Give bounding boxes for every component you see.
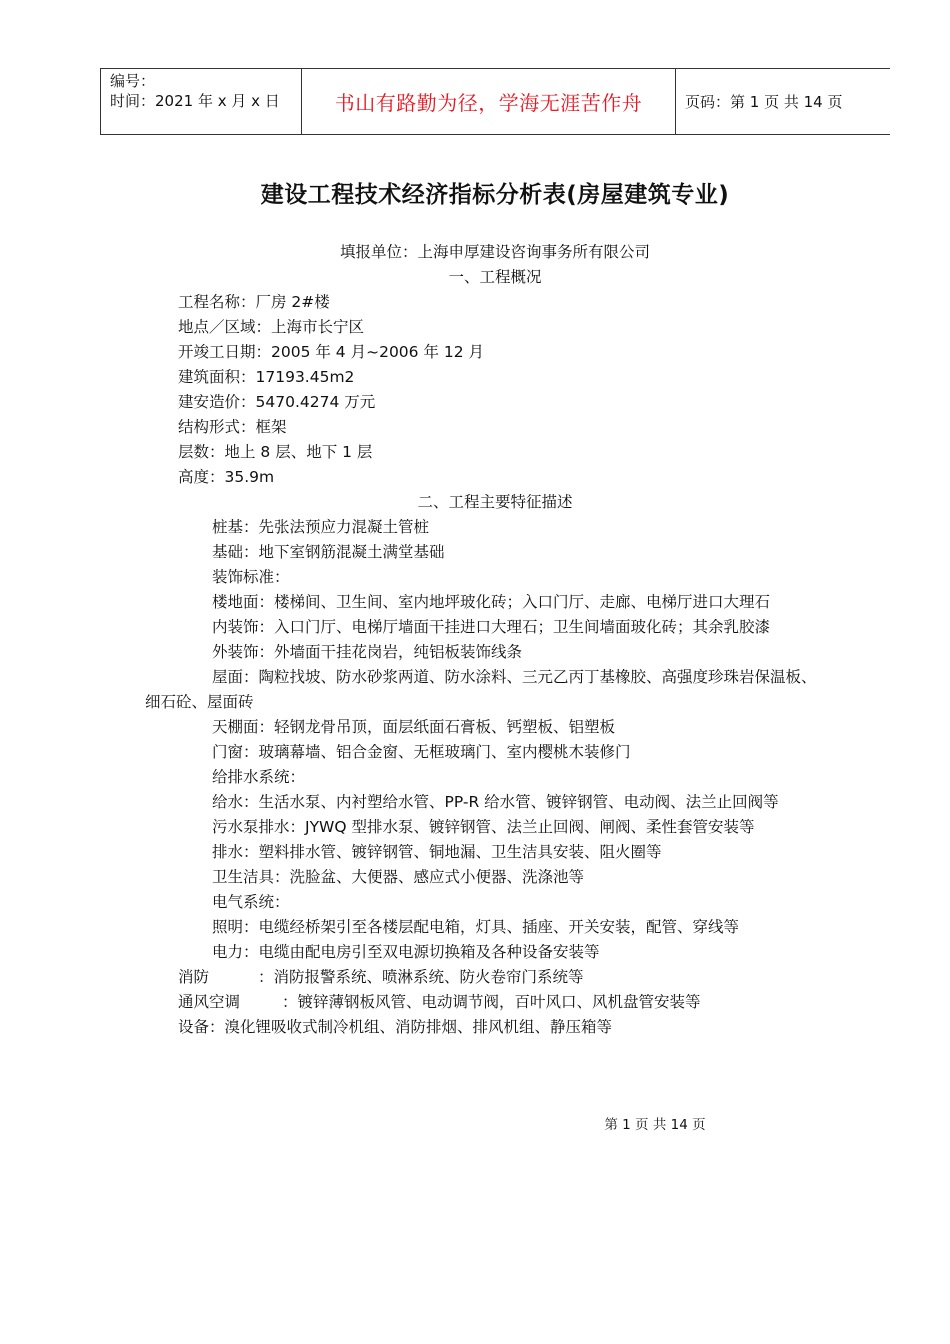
section1-heading: 一、工程概况 — [448, 268, 542, 286]
page-info-cell — [676, 69, 890, 134]
feature-water-supply: 给水：生活水泵、内衬塑给水管、PP-R 给水管、镀锌钢管、电动阀、法兰止回阀等 — [212, 793, 779, 811]
header-table — [100, 68, 890, 135]
feature-ceiling: 天棚面：轻钢龙骨吊顶，面层纸面石膏板、钙塑板、铝塑板 — [212, 718, 616, 736]
section2-heading: 二、工程主要特征描述 — [417, 493, 573, 511]
header-left-cell — [100, 69, 302, 134]
feature-interior: 内装饰：入口门厅、电梯厅墙面干挂进口大理石；卫生间墙面玻化砖；其余乳胶漆 — [212, 618, 771, 636]
overview-item-floors: 层数：地上 8 层、地下 1 层 — [178, 443, 373, 461]
feature-roof-line1: 屋面：陶粒找坡、防水砂浆两道、防水涂料、三元乙丙丁基橡胶、高强度珍珠岩保温板、 — [212, 668, 817, 686]
serial-label: 编号： — [110, 72, 156, 90]
overview-item-cost: 建安造价：5470.4274 万元 — [178, 393, 376, 411]
feature-sewage-pump: 污水泵排水：JYWQ 型排水泵、镀锌钢管、法兰止回阀、闸阀、柔性套管安装等 — [212, 818, 755, 836]
overview-item-location: 地点／区域：上海市长宁区 — [178, 318, 365, 336]
feature-plumbing-label: 给排水系统： — [212, 768, 306, 786]
feature-fire-label: 消防 — [178, 968, 210, 986]
motto-text: 书山有路勤为径，学海无涯苦作舟 — [334, 91, 643, 115]
overview-item-project-name: 工程名称：厂房 2#楼 — [178, 293, 330, 311]
time-label: 时间：2021 年 x 月 x 日 — [110, 92, 280, 110]
overview-item-structure: 结构形式：框架 — [178, 418, 287, 436]
feature-roof-line2: 细石砼、屋面砖 — [145, 693, 254, 711]
overview-item-dates: 开竣工日期：2005 年 4 月~2006 年 12 月 — [178, 343, 485, 361]
feature-decoration-label: 装饰标准： — [212, 568, 290, 586]
feature-fire-value: ：消防报警系统、喷淋系统、防火卷帘门系统等 — [258, 968, 584, 986]
document-title: 建设工程技术经济指标分析表(房屋建筑专业) — [260, 182, 730, 208]
feature-exterior: 外装饰：外墙面干挂花岗岩，纯铝板装饰线条 — [212, 643, 523, 661]
page-info-text: 页码：第 1 页 共 14 页 — [685, 93, 843, 111]
overview-item-area: 建筑面积：17193.45m2 — [178, 368, 355, 386]
feature-hvac-value: ：镀锌薄钢板风管、电动调节阀，百叶风口、风机盘管安装等 — [282, 993, 701, 1011]
overview-item-height: 高度：35.9m — [178, 468, 275, 486]
feature-power: 电力：电缆由配电房引至双电源切换箱及各种设备安装等 — [212, 943, 600, 961]
feature-hvac-label: 通风空调 — [178, 993, 241, 1011]
feature-drainage: 排水：塑料排水管、镀锌钢管、铜地漏、卫生洁具安装、阻火圈等 — [212, 843, 662, 861]
feature-floor: 楼地面：楼梯间、卫生间、室内地坪玻化砖；入口门厅、走廊、电梯厅进口大理石 — [212, 593, 771, 611]
motto-cell — [302, 69, 676, 134]
reporting-unit: 填报单位：上海申厚建设咨询事务所有限公司 — [339, 243, 650, 261]
feature-foundation: 基础：地下室钢筋混凝土满堂基础 — [212, 543, 445, 561]
feature-electrical-label: 电气系统： — [212, 893, 290, 911]
page-footer: 第 1 页 共 14 页 — [604, 1117, 706, 1133]
document-body — [0, 240, 950, 1040]
feature-sanitary: 卫生洁具：洗脸盆、大便器、感应式小便器、洗涤池等 — [212, 868, 585, 886]
feature-fire — [0, 965, 950, 990]
feature-pile: 桩基：先张法预应力混凝土管桩 — [212, 518, 430, 536]
feature-lighting: 照明：电缆经桥架引至各楼层配电箱，灯具、插座、开关安装，配管、穿线等 — [212, 918, 740, 936]
feature-equipment: 设备：溴化锂吸收式制冷机组、消防排烟、排风机组、静压箱等 — [178, 1018, 613, 1036]
feature-hvac — [0, 990, 950, 1015]
feature-doors: 门窗：玻璃幕墙、铝合金窗、无框玻璃门、室内樱桃木装修门 — [212, 743, 631, 761]
